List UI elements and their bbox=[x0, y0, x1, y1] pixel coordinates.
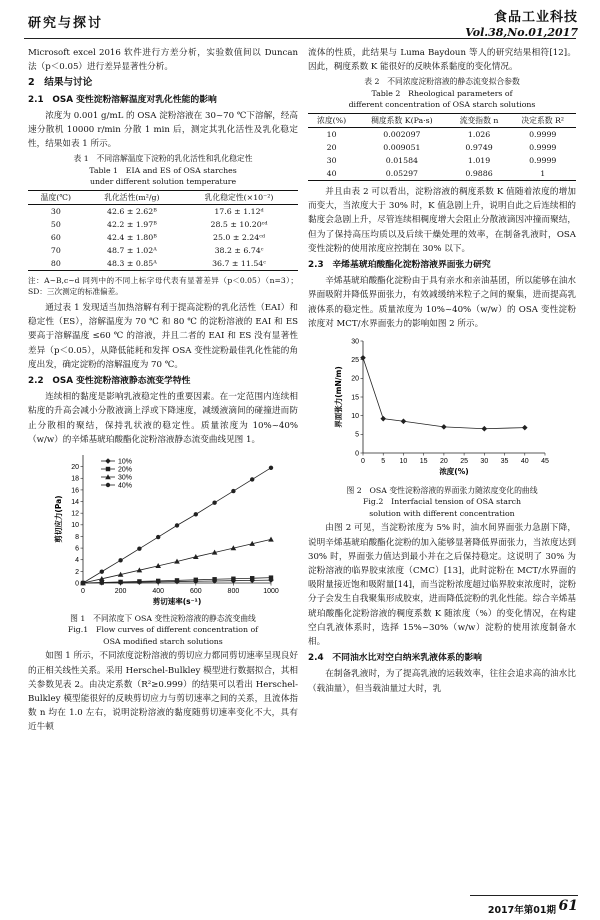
table-cell: 1.026 bbox=[467, 129, 491, 139]
section-2-1-heading: 2.1 OSA 变性淀粉溶解温度对乳化性能的影响 bbox=[28, 94, 217, 105]
data-point bbox=[137, 579, 141, 583]
table-cell: 42.2 ± 1.97ᴮ bbox=[106, 219, 157, 229]
x-tick-label: 1000 bbox=[263, 587, 279, 595]
x-tick-label: 0 bbox=[361, 457, 365, 465]
x-tick-label: 35 bbox=[500, 457, 509, 465]
section-2-3-heading: 2.3 辛烯基琥珀酸酯化淀粉溶液界面张力研究 bbox=[308, 259, 491, 270]
data-point bbox=[269, 575, 273, 579]
table1-header: 温度(℃) bbox=[28, 190, 84, 204]
y-tick-label: 8 bbox=[75, 533, 79, 541]
figure1-chart bbox=[43, 449, 283, 611]
table-cell: 0.9886 bbox=[449, 167, 510, 181]
legend-marker bbox=[106, 467, 110, 471]
data-point bbox=[268, 537, 274, 542]
table-cell: 42.6 ± 2.62ᴮ bbox=[106, 206, 157, 216]
x-axis-label: 剪切速率(s⁻¹) bbox=[152, 596, 202, 606]
data-point bbox=[194, 578, 198, 582]
data-point bbox=[100, 569, 104, 573]
legend-label: 30% bbox=[118, 474, 133, 482]
x-tick-label: 0 bbox=[81, 587, 85, 595]
y-tick-label: 30 bbox=[351, 338, 359, 346]
x-tick-label: 5 bbox=[381, 457, 386, 465]
data-point bbox=[250, 576, 254, 580]
legend-label: 40% bbox=[118, 482, 133, 490]
y-tick-label: 15 bbox=[351, 394, 359, 402]
table2-header: 决定系数 R² bbox=[509, 113, 576, 127]
y-tick-label: 20 bbox=[71, 463, 79, 471]
x-tick-label: 10 bbox=[399, 457, 408, 465]
x-axis-label: 浓度(%) bbox=[439, 466, 469, 476]
table2-header: 稠度系数 K(Pa·s) bbox=[355, 113, 448, 127]
table2 bbox=[308, 113, 576, 181]
data-point bbox=[175, 578, 179, 582]
y-tick-label: 25 bbox=[351, 357, 359, 365]
legend-label: 20% bbox=[118, 466, 133, 474]
table1-title-en1: Table 1 EIA and ES of OSA starches bbox=[89, 165, 237, 175]
table1-header: 乳化活性(m²/g) bbox=[84, 190, 180, 204]
y-tick-label: 6 bbox=[75, 545, 79, 553]
issue-label: 2017年第01期 bbox=[487, 905, 556, 916]
continued-paragraph: 流体的性质，此结果与 Luma Baydoun 等人的研究结果相符[12]。因此，稠度系数 K 能很好的反映体系黏度的变化情况。 bbox=[308, 48, 576, 73]
data-point bbox=[269, 466, 273, 470]
page-header bbox=[0, 0, 600, 39]
table-row bbox=[308, 141, 576, 154]
table-cell: 28.5 ± 10.20ᶜᵈ bbox=[210, 219, 268, 229]
table-cell: 30 bbox=[50, 206, 61, 216]
table-cell: 0.05297 bbox=[355, 167, 448, 181]
table-row bbox=[308, 154, 576, 167]
x-tick-label: 45 bbox=[541, 457, 549, 465]
y-tick-label: 18 bbox=[71, 475, 79, 483]
y-tick-label: 0 bbox=[75, 580, 79, 588]
table-cell: 20 bbox=[326, 142, 337, 152]
table-row bbox=[28, 204, 298, 218]
x-tick-label: 25 bbox=[460, 457, 469, 465]
table1-title-cn: 表 1 不同溶解温度下淀粉的乳化活性和乳化稳定性 bbox=[73, 154, 253, 164]
results-heading: 2 结果与讨论 bbox=[28, 77, 93, 89]
table-cell: 40 bbox=[308, 167, 355, 181]
table-cell: 48.3 ± 0.85ᴬ bbox=[84, 257, 180, 271]
fig2-caption-en2: solution with different concentration bbox=[369, 508, 515, 518]
table-cell: 0.009051 bbox=[383, 142, 421, 152]
table-cell: 0.002097 bbox=[383, 129, 421, 139]
table-cell: 80 bbox=[28, 257, 84, 271]
table-cell: 0.9749 bbox=[465, 142, 493, 152]
table-cell: 1.019 bbox=[467, 155, 491, 165]
series-line bbox=[363, 358, 525, 429]
right-column bbox=[308, 46, 576, 697]
table-row bbox=[28, 257, 298, 271]
section-tag: 研究与探讨 bbox=[28, 16, 104, 31]
y-tick-label: 2 bbox=[75, 568, 79, 576]
data-point bbox=[231, 489, 235, 493]
table-cell: 0.01584 bbox=[385, 155, 419, 165]
data-point bbox=[137, 546, 141, 550]
table2-discussion: 并且由表 2 可以看出，淀粉溶液的稠度系数 K 值随着浓度的增加而变大，当浓度大于 30% 时，K 值急剧上升，说明自此之后连续相的黏度会急剧上升，尽管连续相稠度增大会阻止分散液滴因冲撞而聚结，但为了保持高压均质以及后续干燥处理的效率，在制备乳液时，OSA 变性淀粉的使用浓度应控制在 30% 以下。 bbox=[308, 186, 576, 254]
table2-title-en2: different concentration of OSA starch solutions bbox=[348, 100, 536, 110]
table2-title-cn: 表 2 不同浓度淀粉溶液的静态流变拟合参数 bbox=[364, 77, 520, 87]
table1-discussion: 通过表 1 发现适当加热溶解有利于提高淀粉的乳化活性（EAI）和稳定性（ES），溶解温度为 70 ℃ 和 80 ℃ 的淀粉溶液的 EAI 和 ES 要高于溶解温度 ≤60 ℃ 的溶液，并且二者的 EAI 和 ES 没有显著性差异（p＜0.05），从降低能耗和发挥 OSA 变性淀粉最佳乳化性能的角度出发，确定淀粉的溶解温度为 70 ℃。 bbox=[28, 302, 298, 370]
table-cell: 0.9999 bbox=[529, 142, 557, 152]
y-tick-label: 5 bbox=[355, 431, 359, 439]
table-row bbox=[308, 127, 576, 141]
data-point bbox=[250, 477, 254, 481]
page-number: 61 bbox=[558, 898, 578, 914]
data-point bbox=[194, 512, 198, 516]
section-2-3-paragraph: 辛烯基琥珀酸酯化淀粉由于具有亲水和亲油基团，所以能够在油水界面吸附并降低界面张力，有效减缓纳米粒子之间的聚集，进而提高乳液体系的稳定性。质量浓度为 10%~40%（w/w）的 OSA 变性淀粉浓度对 MCT/水界面张力的影响如图 2 所示。 bbox=[308, 276, 576, 329]
data-point bbox=[118, 580, 122, 584]
table1-title-en2: under different solution temperature bbox=[89, 177, 237, 187]
x-tick-label: 40 bbox=[520, 457, 529, 465]
y-tick-label: 16 bbox=[71, 487, 79, 495]
x-tick-label: 800 bbox=[227, 587, 240, 595]
data-point bbox=[482, 426, 488, 432]
data-point bbox=[522, 425, 528, 431]
data-point bbox=[231, 577, 235, 581]
data-point bbox=[175, 523, 179, 527]
section-2-2-heading: 2.2 OSA 变性淀粉溶液静态流变学特性 bbox=[28, 375, 191, 386]
legend-label: 10% bbox=[118, 458, 133, 466]
table-cell: 70 bbox=[50, 245, 61, 255]
data-point bbox=[441, 424, 447, 430]
data-point bbox=[156, 579, 160, 583]
y-tick-label: 14 bbox=[71, 498, 79, 506]
x-tick-label: 20 bbox=[439, 457, 448, 465]
table1 bbox=[28, 190, 298, 271]
x-tick-label: 200 bbox=[114, 587, 127, 595]
data-point bbox=[380, 416, 386, 422]
x-tick-label: 400 bbox=[152, 587, 165, 595]
y-axis-label: 剪切应力(Pa) bbox=[54, 495, 63, 543]
figure1-caption bbox=[28, 613, 298, 648]
table-cell: 17.6 ± 1.12ᵈ bbox=[214, 206, 264, 216]
table-row bbox=[308, 167, 576, 181]
y-tick-label: 0 bbox=[355, 450, 359, 458]
figure1-discussion: 如图 1 所示，不同浓度淀粉溶液的剪切应力都同剪切速率呈现良好的正相关线性关系。采用 Herschel-Bulkley 模型进行数据拟合，其相关参数见表 2。由决定系数（R²≥0.999）的结果可以看出 Herschel-Bulkley 模型能很好的反映剪切应力与剪切速率之间的关系，且流体指数 n 均在 1.0 左右，说明淀粉溶液的黏度随剪切速率变化不大，具有近牛顿 bbox=[28, 651, 298, 733]
x-tick-label: 30 bbox=[480, 457, 489, 465]
table1-note: 注：A~B,c~d 同列中的不同上标字母代表有显著差异（p＜0.05）（n=3）；SD：三次测定的标准偏差。 bbox=[28, 275, 298, 296]
table-row bbox=[28, 244, 298, 257]
left-column bbox=[28, 46, 298, 736]
figure2-chart bbox=[327, 333, 557, 483]
table-cell: 50 bbox=[50, 219, 61, 229]
figure2-discussion: 由图 2 可见，当淀粉浓度为 5% 时，油水间界面张力急剧下降，说明辛烯基琥珀酸酯化淀粉的加入能够显著降低界面张力，当浓度达到 30% 时，界面张力值达到最小并在之后保持稳定。这说明了 30% 为淀粉溶液的临界胶束浓度（CMC）[13]，此时淀粉在 MCT/水界面的吸附量接近饱和吸附量[14]，而当淀粉浓度超过临界胶束浓度时，淀粉分子会发生自我聚集形成胶束，进而降低淀粉的乳化性能。综合辛烯基琥珀酸酯化淀粉溶液的稠度系数 K 随浓度（%）的变化情况，在构建空白乳液体系时，选择 15%~30%（w/w）淀粉的使用浓度制备水相。 bbox=[308, 523, 576, 648]
footer-rule bbox=[470, 895, 578, 896]
fig1-caption-cn: 图 1 不同浓度下 OSA 变性淀粉溶液的静态流变曲线 bbox=[70, 613, 256, 623]
table-cell: 25.0 ± 2.24ᶜᵈ bbox=[213, 232, 266, 242]
table2-header: 浓度(%) bbox=[308, 113, 355, 127]
legend-marker bbox=[105, 458, 111, 464]
y-tick-label: 4 bbox=[75, 557, 79, 565]
table-cell: 36.7 ± 11.54ᶜ bbox=[180, 257, 298, 271]
table2-title-en1: Table 2 Rheological parameters of bbox=[371, 88, 513, 98]
y-tick-label: 12 bbox=[71, 510, 79, 518]
volume-info: Vol.38,No.01,2017 bbox=[465, 26, 578, 39]
x-tick-label: 600 bbox=[189, 587, 202, 595]
table-cell: 0.9999 bbox=[529, 129, 557, 139]
fig1-caption-en2: OSA modified starch solutions bbox=[103, 636, 223, 646]
table-row bbox=[28, 218, 298, 231]
y-tick-label: 20 bbox=[351, 375, 359, 383]
table-cell: 1 bbox=[509, 167, 576, 181]
y-tick-label: 10 bbox=[351, 413, 359, 421]
data-point bbox=[212, 500, 216, 504]
table-cell: 0.9999 bbox=[529, 155, 557, 165]
section-2-4-heading: 2.4 不同油水比对空白纳米乳液体系的影响 bbox=[308, 653, 482, 664]
section-2-2-paragraph: 连续相的黏度是影响乳液稳定性的重要因素。在一定范围内连续相粘度的升高会减小分散液滴上浮或下降速度，减缓液滴间的碰撞进而防止分散相的聚结，保持乳状液的稳定性。质量浓度为 10%~40%（w/w）的辛烯基琥珀酸酯化淀粉溶液静态流变曲线见图 1。 bbox=[28, 392, 298, 445]
table-cell: 60 bbox=[50, 232, 61, 242]
table-row bbox=[28, 231, 298, 244]
y-tick-label: 10 bbox=[71, 522, 79, 530]
journal-name: 食品工业科技 bbox=[493, 10, 578, 25]
data-point bbox=[118, 558, 122, 562]
table-cell: 48.7 ± 1.02ᴬ bbox=[107, 245, 157, 255]
header-rule bbox=[24, 38, 576, 39]
fig1-caption-en1: Fig.1 Flow curves of different concentration of bbox=[67, 625, 259, 635]
data-point bbox=[212, 577, 216, 581]
data-point bbox=[81, 581, 85, 585]
table-cell: 10 bbox=[326, 129, 337, 139]
table2-header: 流变指数 n bbox=[449, 113, 510, 127]
section-2-1-paragraph: 浓度为 0.001 g/mL 的 OSA 淀粉溶液在 30~70 ℃下溶解，经高速分散机 10000 r/min 分散 1 min 后，测定其乳化活性及乳化稳定性，结果如表 1 所示。 bbox=[28, 110, 298, 150]
y-axis-label: 界面张力(mN/m) bbox=[334, 366, 343, 428]
figure2-caption bbox=[308, 485, 576, 520]
legend-marker bbox=[106, 483, 110, 487]
x-tick-label: 15 bbox=[419, 457, 428, 465]
table-cell: 42.4 ± 1.80ᴮ bbox=[106, 232, 157, 242]
table-cell: 38.2 ± 6.74ᶜ bbox=[214, 245, 264, 255]
table2-caption bbox=[308, 76, 576, 111]
table1-header: 乳化稳定性(×10⁻²) bbox=[180, 190, 298, 204]
table-cell: 30 bbox=[326, 155, 337, 165]
data-point bbox=[401, 418, 407, 424]
data-point bbox=[156, 535, 160, 539]
section-2-4-paragraph: 在制备乳液时，为了提高乳液的运载效率，往往会追求高的油水比（载油量），但当载油量过大时，乳 bbox=[308, 669, 576, 694]
fig2-caption-cn: 图 2 OSA 变性淀粉溶液的界面张力随浓度变化的曲线 bbox=[346, 485, 538, 495]
table1-caption bbox=[28, 153, 298, 188]
intro-paragraph: Microsoft excel 2016 软件进行方差分析，实验数值间以 Duncan 法（p＜0.05）进行差异显著性分析。 bbox=[28, 48, 298, 73]
fig2-caption-en1: Fig.2 Interfacial tension of OSA starch bbox=[363, 497, 521, 507]
